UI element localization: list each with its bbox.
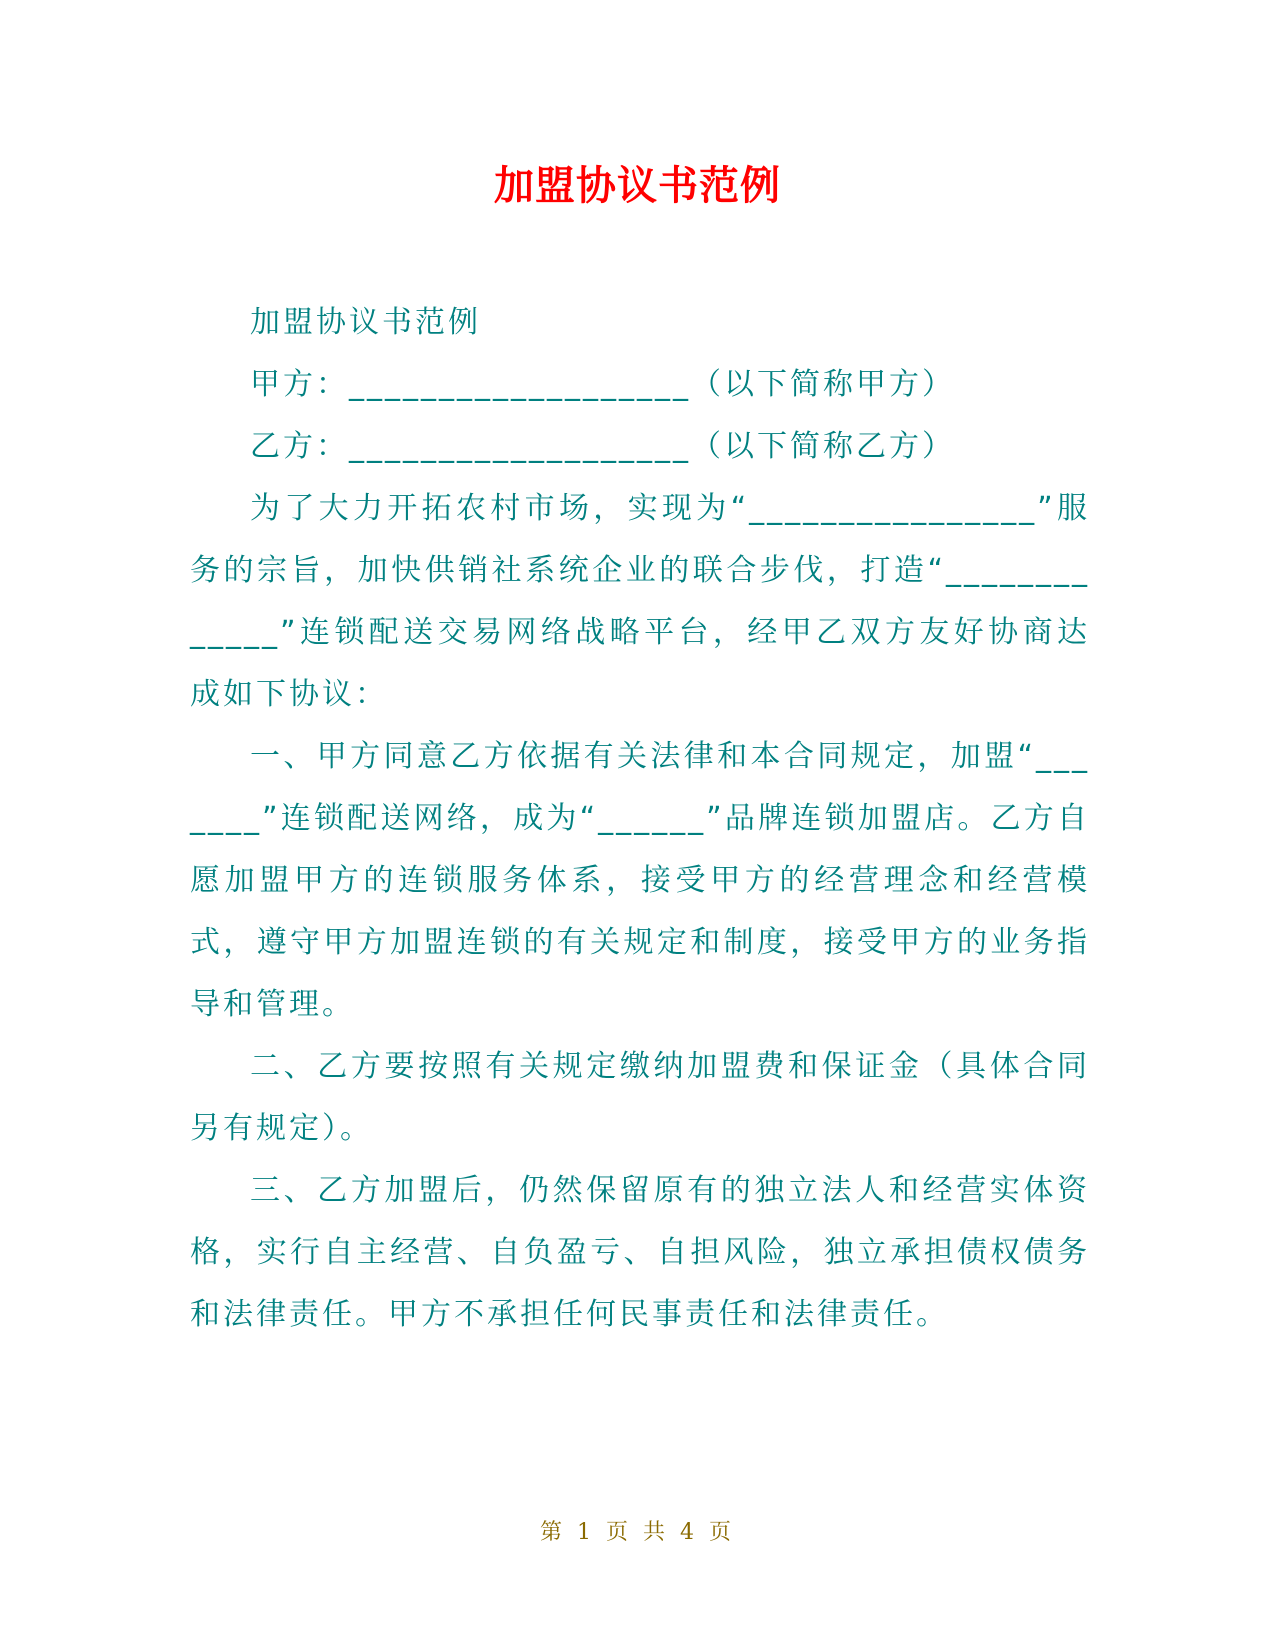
subtitle-paragraph: 加盟协议书范例 bbox=[250, 305, 481, 340]
document-title: 加盟协议书范例 bbox=[494, 163, 781, 209]
clause-1-paragraph: 一、甲方同意乙方依据有关法律和本合同规定，加盟“_______”连锁配送网络，成为“______”品牌连锁加盟店。乙方自愿加盟甲方的连锁服务体系，接受甲方的经营理念和经营模式，遵守甲方加盟连锁的有关规定和制度，接受甲方的业务指导和管理。 bbox=[190, 739, 1090, 1022]
document-body bbox=[190, 292, 1090, 1346]
clause-3-paragraph: 三、乙方加盟后，仍然保留原有的独立法人和经营实体资格，实行自主经营、自负盈亏、自担风险，独立承担债权债务和法律责任。甲方不承担任何民事责任和法律责任。 bbox=[190, 1173, 1090, 1332]
preamble-paragraph: 为了大力开拓农村市场，实现为“________________”服务的宗旨，加快供销社系统企业的联合步伐，打造“_____________”连锁配送交易网络战略平台，经甲乙双方友好协商达成如下协议： bbox=[190, 491, 1090, 712]
clause-2-paragraph: 二、乙方要按照有关规定缴纳加盟费和保证金（具体合同另有规定）。 bbox=[190, 1049, 1090, 1146]
page-number-footer: 第 1 页 共 4 页 bbox=[540, 1520, 735, 1545]
party-b-line: 乙方：___________________（以下简称乙方） bbox=[250, 429, 955, 464]
party-a-line: 甲方：___________________（以下简称甲方） bbox=[250, 367, 955, 402]
